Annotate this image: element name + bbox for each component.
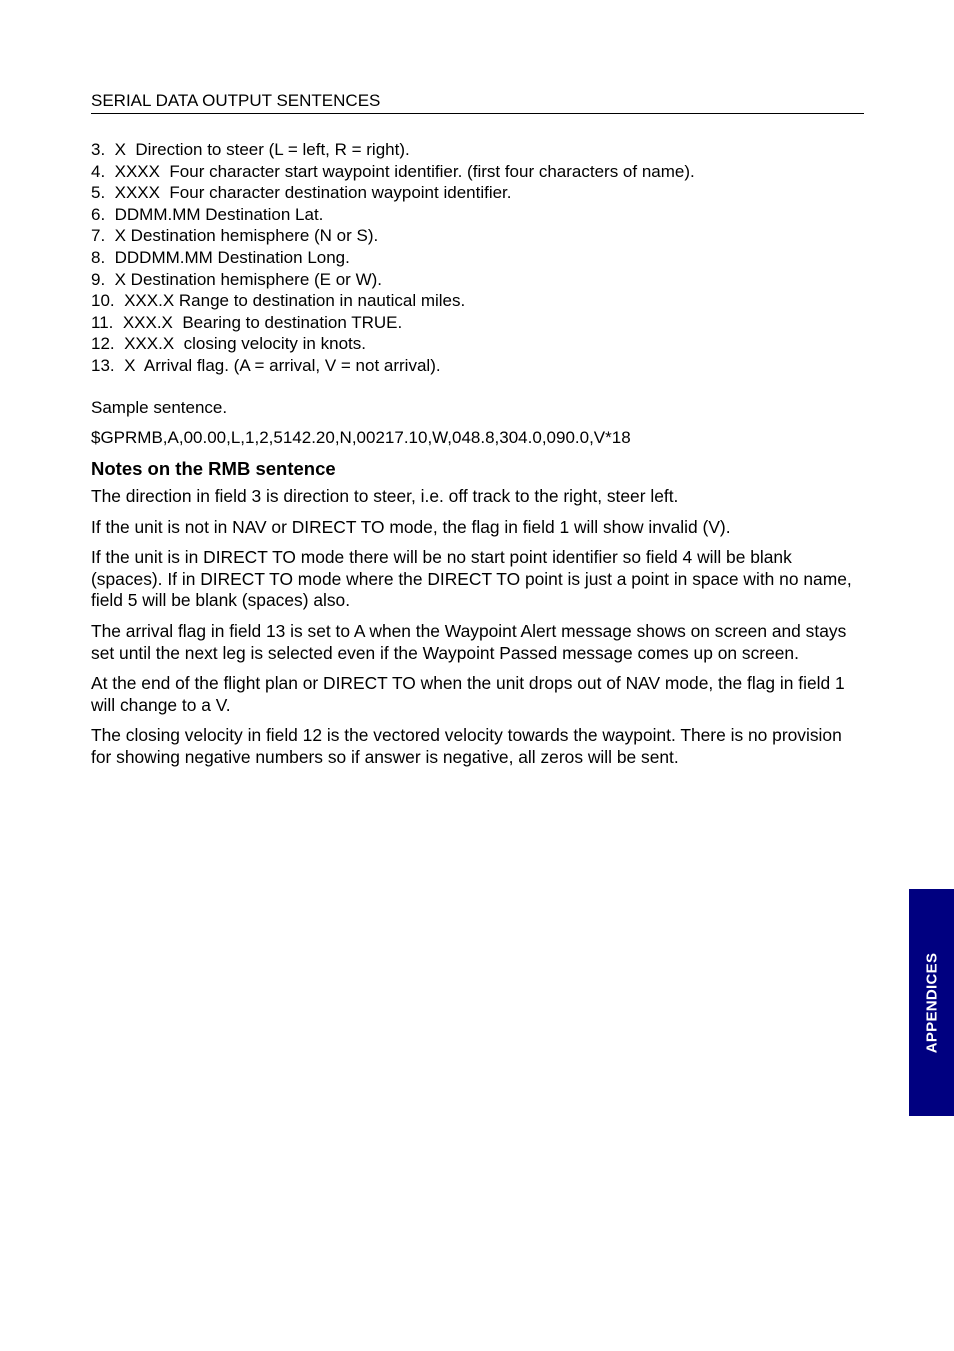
note-paragraph: If the unit is in DIRECT TO mode there will be no start point identifier so field 4 will be blank (spaces). If in DIRECT TO mode where the DIRECT TO point is just a point in space with no name, field 5 will be blank (spaces) also.: [91, 547, 852, 611]
field-item-4: 4. XXXX Four character start waypoint identifier. (first four characters of name).: [91, 161, 695, 181]
field-item-7: 7. X Destination hemisphere (N or S).: [91, 226, 379, 246]
page-header-title: SERIAL DATA OUTPUT SENTENCES: [91, 91, 864, 114]
notes-section: [91, 486, 861, 778]
note-paragraph: The arrival flag in field 13 is set to A when the Waypoint Alert message shows on screen and stays set until the next leg is selected even if the Waypoint Passed message comes up on screen.: [91, 620, 847, 663]
field-item-11: 11. XXX.X Bearing to destination TRUE.: [91, 312, 403, 332]
sample-sentence: $GPRMB,A,00.00,L,1,2,5142.20,N,00217.10,W,048.8,304.0,090.0,V*18: [91, 428, 631, 447]
note-paragraph: The closing velocity in field 12 is the vectored velocity towards the waypoint. There is no provision for showing negative numbers so if answer is negative, all zeros will be sent.: [91, 725, 842, 767]
field-item-10: 10. XXX.X Range to destination in nautical miles.: [91, 291, 466, 311]
field-item-13: 13. X Arrival flag. (A = arrival, V = not arrival).: [91, 355, 441, 375]
appendices-tab-label: APPENDICES: [923, 952, 940, 1053]
field-item-9: 9. X Destination hemisphere (E or W).: [91, 269, 383, 289]
appendices-side-tab: [909, 889, 954, 1116]
sample-label: Sample sentence.: [91, 398, 228, 417]
field-item-8: 8. DDDMM.MM Destination Long.: [91, 247, 350, 267]
field-item-12: 12. XXX.X closing velocity in knots.: [91, 334, 366, 354]
note-paragraph: If the unit is not in NAV or DIRECT TO mode, the flag in field 1 will show invalid (V).: [91, 516, 731, 537]
note-paragraph: The direction in field 3 is direction to steer, i.e. off track to the right, steer left.: [91, 486, 679, 506]
note-paragraph: At the end of the flight plan or DIRECT TO when the unit drops out of NAV mode, the flag in field 1 will change to a V.: [91, 673, 845, 715]
field-item-5: 5. XXXX Four character destination waypoint identifier.: [91, 183, 512, 203]
notes-heading: Notes on the RMB sentence: [91, 458, 336, 479]
field-item-3: 3. X Direction to steer (L = left, R = right).: [91, 140, 410, 159]
field-list: [91, 139, 864, 377]
field-item-6: 6. DDMM.MM Destination Lat.: [91, 204, 324, 224]
